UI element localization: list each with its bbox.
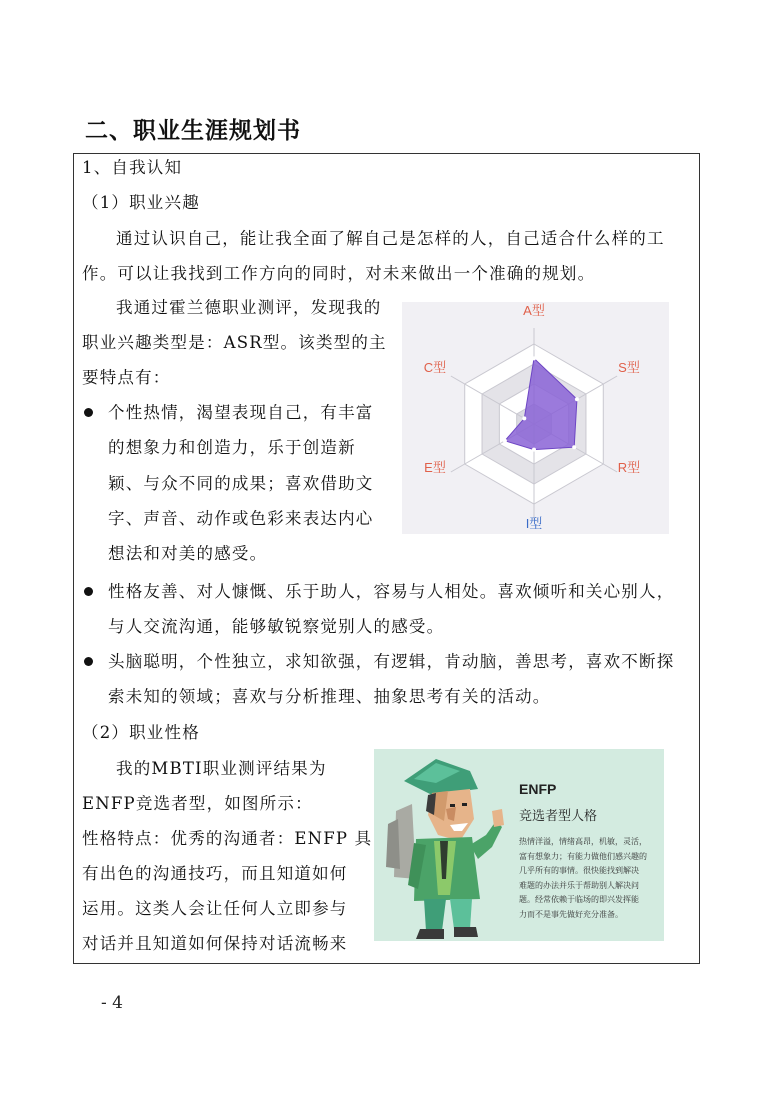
paragraph-line: 我的MBTI职业测评结果为 [116, 759, 327, 778]
radar-chart [402, 302, 669, 534]
mbti-type-name: 竞选者型人格 [519, 809, 598, 824]
radar-axis-label: E型 [424, 460, 446, 475]
radar-value-point [522, 416, 526, 420]
bullet-line: 字、声音、动作或色彩来表达内心 [108, 509, 374, 528]
mbti-card-figure [374, 749, 664, 941]
bullet-line: 的想象力和创造力，乐于创造新 [108, 438, 356, 457]
paragraph-line: 通过认识自己，能让我全面了解自己是怎样的人，自己适合什么样的工 [116, 229, 665, 248]
paragraph-line: 职业兴趣类型是：ASR型。该类型的主 [82, 333, 387, 352]
mbti-description-line: 力而不是事先做好充分准备。 [519, 909, 623, 919]
bullet-dot [84, 587, 93, 596]
radar-value-point [503, 439, 507, 443]
page-number: - 4 [101, 993, 123, 1013]
mbti-character-illustration [374, 749, 504, 941]
paragraph-line: ENFP竞选者型，如图所示： [82, 794, 313, 813]
bullet-line: 性格友善、对人慷慨、乐于助人，容易与人相处。喜欢倾听和关心别人， [108, 582, 675, 601]
paragraph-line: 我通过霍兰德职业测评，发现我的 [116, 298, 382, 317]
section-heading: 二、职业生涯规划书 [85, 118, 301, 144]
bullet-line: 想法和对美的感受。 [108, 544, 268, 563]
paragraph-line: 性格特点：优秀的沟通者：ENFP 具 [82, 829, 373, 848]
radar-value-point [572, 445, 576, 449]
radar-value-point [532, 448, 536, 452]
mbti-description-line: 几乎所有的事情。很快能找到解决 [519, 866, 639, 875]
bullet-line: 头脑聪明，个性独立，求知欲强，有逻辑，肯动脑，善思考，喜欢不断探 [108, 652, 675, 671]
bullet-dot [84, 408, 93, 417]
subsection-title-personality: （2）职业性格 [82, 723, 200, 742]
mbti-description-line: 题。经常依赖于临场的即兴发挥能 [519, 895, 639, 904]
radar-axis-label: I型 [525, 516, 543, 531]
bullet-line: 个性热情，渴望表现自己，有丰富 [108, 403, 374, 422]
bullet-line: 索未知的领域；喜欢与分析推理、抽象思考有关的活动。 [108, 687, 551, 706]
radar-value-point [575, 397, 579, 401]
radar-axis-label: A型 [523, 303, 545, 318]
mbti-description-line: 富有想象力；有能力做他们感兴趣的 [519, 851, 647, 861]
mbti-description [519, 835, 647, 922]
radar-axis-label: C型 [423, 360, 447, 375]
paragraph-line: 要特点有： [82, 368, 171, 387]
bullet-line: 颖、与众不同的成果；喜欢借助文 [108, 474, 374, 493]
section-title: 1、自我认知 [82, 158, 183, 177]
holland-radar-figure [402, 302, 669, 534]
paragraph-line: 运用。这类人会让任何人立即参与 [82, 899, 348, 918]
radar-axis-label: S型 [618, 360, 640, 375]
radar-value-point [532, 356, 536, 360]
mbti-description-line: 难题的办法并乐于帮助别人解决问 [519, 880, 639, 890]
subsection-title-interest: （1）职业兴趣 [82, 193, 200, 212]
paragraph-line: 作。可以让我找到工作方向的同时，对未来做出一个准确的规划。 [82, 264, 596, 283]
paragraph-line: 有出色的沟通技巧，而且知道如何 [82, 864, 348, 883]
mbti-description-line: 热情洋溢，情绪高昂，机敏，灵活， [519, 837, 647, 846]
radar-axis-label: R型 [617, 460, 641, 475]
bullet-dot [84, 657, 93, 666]
mbti-code: ENFP [519, 781, 557, 797]
bullet-line: 与人交流沟通，能够敏锐察觉别人的感受。 [108, 617, 445, 636]
paragraph-line: 对话并且知道如何保持对话流畅来 [82, 934, 348, 953]
